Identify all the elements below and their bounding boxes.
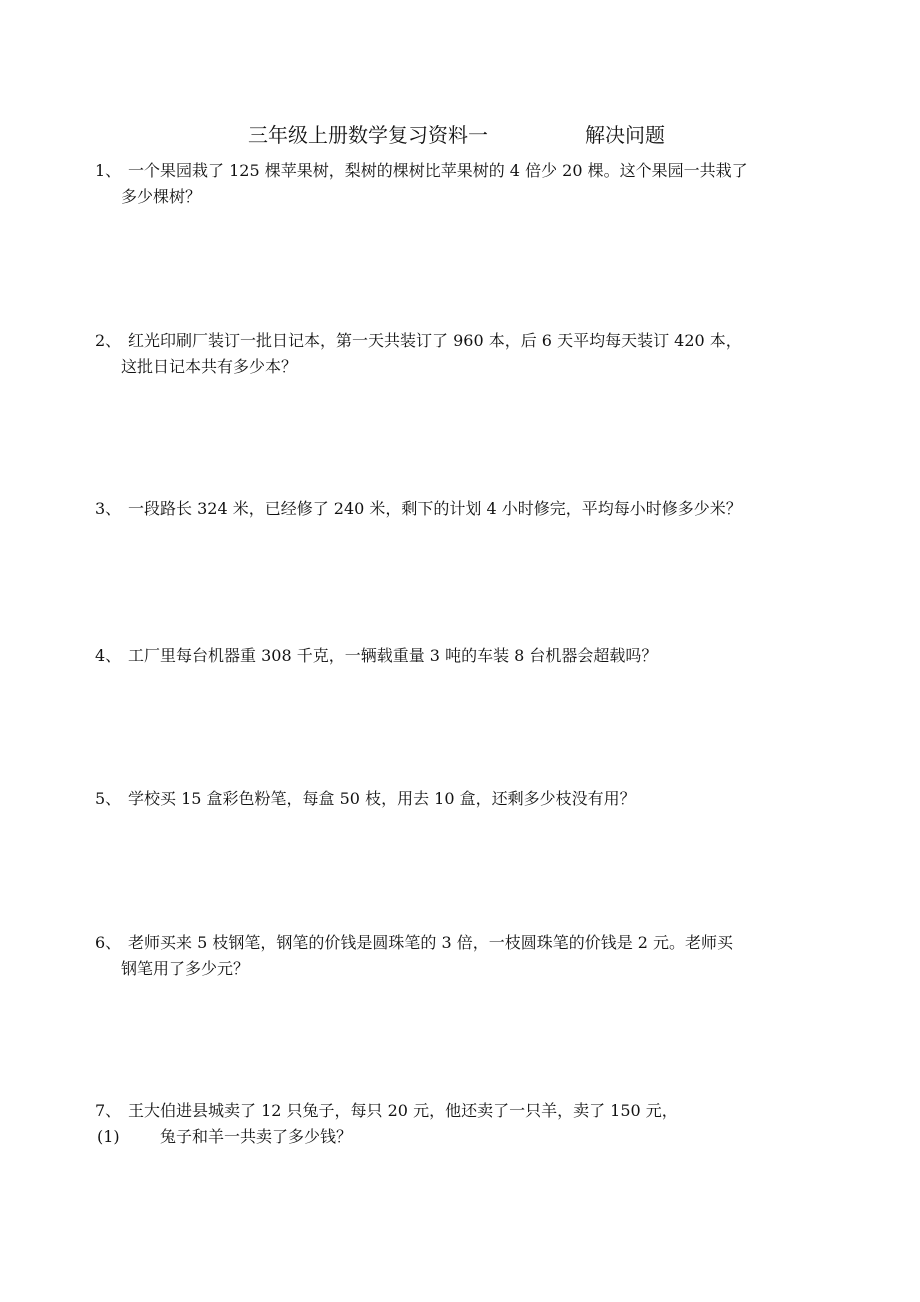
subquestion-text: 兔子和羊一共卖了多少钱？ (160, 1127, 353, 1146)
question-number: 7、 (95, 1101, 122, 1120)
question-text-line-1: 学校买 15 盒彩色粉笔，每盒 50 枝，用去 10 盒，还剩多少枝没有用？ (128, 789, 636, 808)
question-7 (95, 1098, 835, 1124)
question-number: 4、 (95, 646, 122, 665)
question-text-line-1: 一个果园栽了 125 棵苹果树，梨树的棵树比苹果树的 4 倍少 20 棵。这个果园一共栽了 (128, 161, 748, 180)
question-text-line-1: 红光印刷厂装订一批日记本，第一天共装订了 960 本，后 6 天平均每天装订 420 本， (128, 331, 742, 350)
question-text-line-1: 王大伯进县城卖了 12 只兔子，每只 20 元，他还卖了一只羊，卖了 150 元， (128, 1101, 678, 1120)
question-text-line-1: 老师买来 5 枝钢笔，钢笔的价钱是圆珠笔的 3 倍，一枝圆珠笔的价钱是 2 元。老师买 (128, 933, 734, 952)
question-number: 6、 (95, 933, 122, 952)
question-number: 2、 (95, 331, 122, 350)
question-text-line-1: 工厂里每台机器重 308 千克，一辆载重量 3 吨的车装 8 台机器会超载吗？ (128, 646, 658, 665)
question-1 (95, 158, 835, 210)
title-topic: 解决问题 (585, 123, 665, 147)
question-number: 3、 (95, 499, 122, 518)
question-2 (95, 328, 835, 380)
question-3 (95, 496, 835, 522)
page-title (0, 120, 920, 150)
question-number: 1、 (95, 161, 122, 180)
question-text-line-2: 这批日记本共有多少本？ (121, 357, 298, 376)
question-text-line-1: 一段路长 324 米，已经修了 240 米，剩下的计划 4 小时修完，平均每小时修多少米？ (128, 499, 742, 518)
question-number: 5、 (95, 789, 122, 808)
question-5 (95, 786, 835, 812)
subquestion-number: (1) (97, 1127, 120, 1146)
title-main: 三年级上册数学复习资料一 (248, 123, 488, 147)
question-text-line-2: 多少棵树？ (121, 187, 202, 206)
question-6 (95, 930, 835, 982)
question-text-line-2: 钢笔用了多少元？ (121, 959, 250, 978)
question-4 (95, 643, 835, 669)
